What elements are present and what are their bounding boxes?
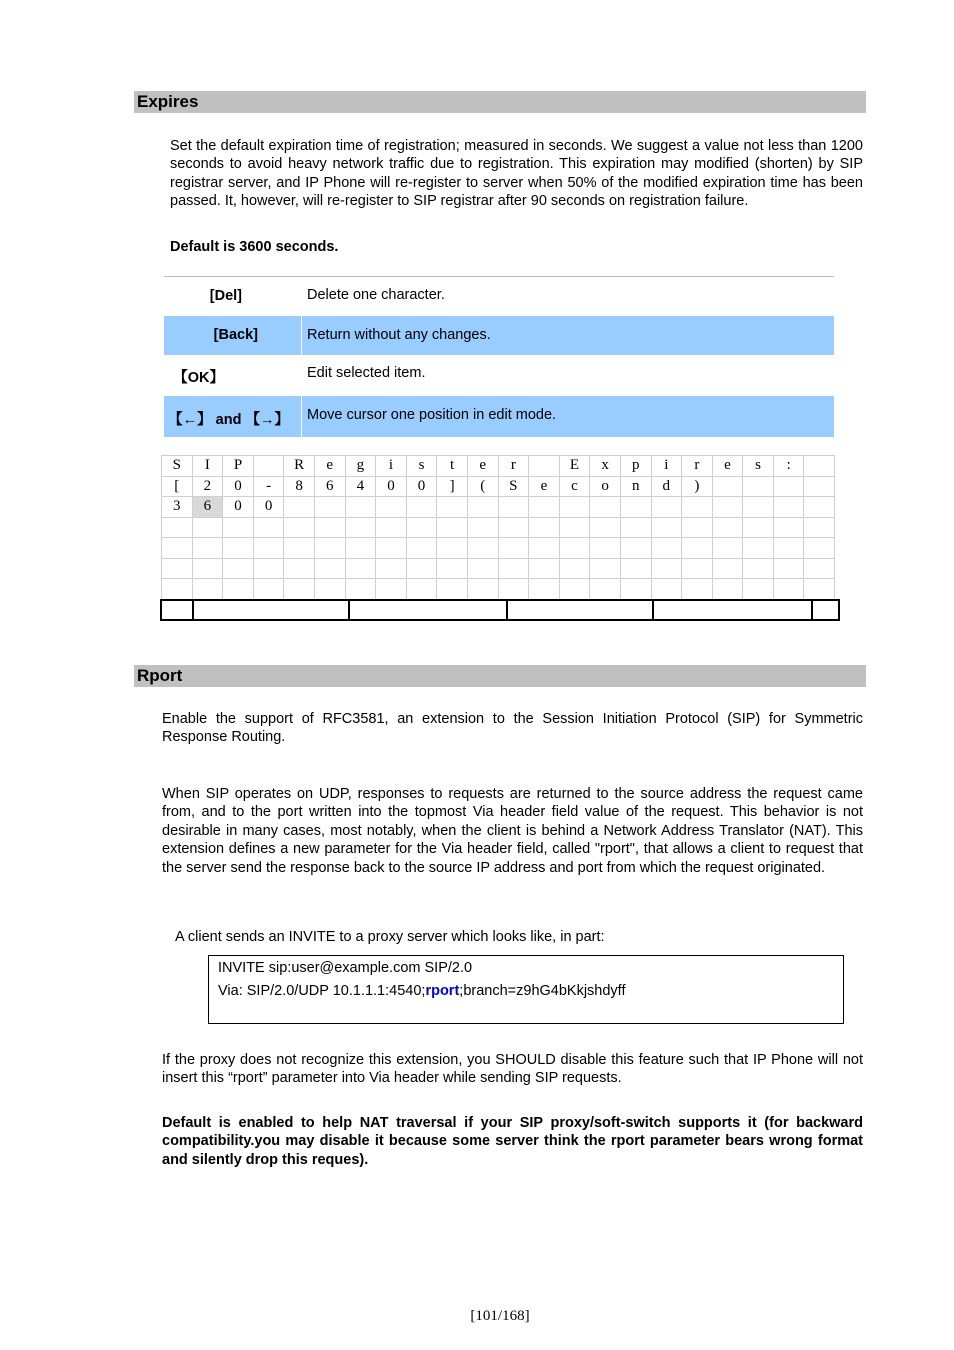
lcd-cell: :: [773, 456, 804, 477]
lcd-cell: e: [529, 476, 560, 497]
lcd-cell: [376, 497, 407, 518]
lcd-cell: [284, 497, 315, 518]
lcd-cell: [559, 517, 590, 538]
lcd-cell: s: [406, 456, 437, 477]
lcd-cell: 4: [345, 476, 376, 497]
lcd-cell: [773, 517, 804, 538]
lcd-cell: [284, 579, 315, 600]
lcd-cell: [498, 558, 529, 579]
code-line: INVITE sip:user@example.com SIP/2.0: [218, 960, 473, 976]
key-row-ok: [164, 356, 834, 396]
rport-example-intro: A client sends an INVITE to a proxy server which looks like, in part:: [175, 929, 605, 945]
lcd-cell: [376, 538, 407, 559]
lcd-cell: [804, 456, 835, 477]
lcd-cell: n: [620, 476, 651, 497]
lcd-cell: R: [284, 456, 315, 477]
lcd-row: [162, 517, 835, 538]
lcd-row: [162, 538, 835, 559]
lcd-cell: [620, 558, 651, 579]
lcd-screen-grid: [161, 455, 835, 600]
key-desc: Return without any changes.: [307, 327, 491, 343]
lcd-cell: [376, 558, 407, 579]
lcd-cell: [620, 579, 651, 600]
lcd-cell: [406, 538, 437, 559]
lcd-cell: [223, 517, 254, 538]
lcd-cell: [529, 579, 560, 600]
lcd-cell: [467, 497, 498, 518]
lcd-cell: [804, 497, 835, 518]
lcd-cell: [743, 558, 774, 579]
lcd-cell: [223, 579, 254, 600]
sip-example-box: [208, 955, 844, 1024]
lcd-cell: r: [498, 456, 529, 477]
lcd-cell: [192, 579, 223, 600]
lcd-cell: [682, 497, 713, 518]
lcd-cell: [559, 497, 590, 518]
lcd-cell: [590, 517, 621, 538]
rport-disable-note: If the proxy does not recognize this extension, you SHOULD disable this feature such that IP Phone will not insert this “rport” parameter into Via header while sending SIP requests.: [162, 1052, 863, 1087]
lcd-cell: [437, 517, 468, 538]
lcd-cell: [406, 558, 437, 579]
lcd-cell: [345, 497, 376, 518]
key-desc: Delete one character.: [307, 287, 445, 303]
key-desc: Edit selected item.: [307, 365, 426, 381]
code-line: [218, 983, 625, 999]
lcd-cell: [712, 579, 743, 600]
lcd-cell: r: [682, 456, 713, 477]
section-heading-rport: [134, 665, 866, 687]
rport-keyword: rport: [425, 983, 460, 999]
lcd-cell: ]: [437, 476, 468, 497]
rport-explanation: When SIP operates on UDP, responses to requests are returned to the source address the request came from, and to the port written into the topmost Via header field value of the request. This behavior is not desirable in many cases, most notably, when the client is behind a Network Address Translator (NAT). This extension defines a new parameter for the Via header field, called "rport", that allows a client to request that the server send the response back to the source IP address and port from which the request originated.: [162, 786, 863, 876]
lcd-row: [162, 497, 835, 518]
key-desc: Move cursor one position in edit mode.: [307, 407, 557, 423]
lcd-cell: 0: [253, 497, 284, 518]
softkey-divider: [192, 601, 194, 619]
expires-default: Default is 3600 seconds.: [170, 239, 339, 255]
lcd-cell: [437, 497, 468, 518]
lcd-cell: [284, 538, 315, 559]
lcd-cell: [620, 517, 651, 538]
lcd-cell: S: [162, 456, 193, 477]
lcd-cell: [712, 517, 743, 538]
softkey-divider: [506, 601, 508, 619]
lcd-cell: g: [345, 456, 376, 477]
lcd-cell: [682, 579, 713, 600]
lcd-cell: [345, 579, 376, 600]
lcd-cell: [253, 579, 284, 600]
lcd-cell: [253, 538, 284, 559]
code-text: ;branch=z9hG4bKkjshdyff: [459, 983, 626, 999]
lcd-cell: [773, 579, 804, 600]
lcd-cell: x: [590, 456, 621, 477]
lcd-cell: i: [376, 456, 407, 477]
lcd-row: [162, 558, 835, 579]
key-row-back: [164, 316, 834, 356]
lcd-cell: [314, 538, 345, 559]
lcd-cell: p: [620, 456, 651, 477]
lcd-cell: 0: [223, 497, 254, 518]
lcd-cell: [804, 558, 835, 579]
lcd-cell: o: [590, 476, 621, 497]
lcd-cell: [162, 517, 193, 538]
lcd-cell: S: [498, 476, 529, 497]
lcd-cell: [651, 517, 682, 538]
lcd-cell: [253, 558, 284, 579]
key-function-table: [164, 276, 834, 438]
lcd-cell: -: [253, 476, 284, 497]
lcd-cell: [437, 538, 468, 559]
key-label: 【OK】: [173, 370, 224, 386]
lcd-cell: [773, 558, 804, 579]
lcd-cell: t: [437, 456, 468, 477]
lcd-row: [162, 476, 835, 497]
lcd-cell: [712, 497, 743, 518]
lcd-cell: [590, 558, 621, 579]
lcd-cell: e: [467, 456, 498, 477]
lcd-cell: [559, 538, 590, 559]
lcd-cell: [620, 538, 651, 559]
lcd-cell: e: [712, 456, 743, 477]
lcd-cell: [192, 558, 223, 579]
softkey-divider: [811, 601, 813, 619]
lcd-cell: s: [743, 456, 774, 477]
lcd-cell: 8: [284, 476, 315, 497]
lcd-cell: 6: [314, 476, 345, 497]
key-label: [Del]: [209, 288, 242, 304]
lcd-cell: [529, 497, 560, 518]
lcd-cell: [651, 497, 682, 518]
lcd-cell: [376, 517, 407, 538]
lcd-cell: [437, 558, 468, 579]
lcd-cell: [345, 558, 376, 579]
lcd-cell: [314, 497, 345, 518]
code-text: Via: SIP/2.0/UDP 10.1.1.1:4540;: [218, 983, 426, 999]
lcd-cell: [804, 538, 835, 559]
lcd-cell: [712, 538, 743, 559]
lcd-cell: [192, 538, 223, 559]
lcd-cell: [253, 517, 284, 538]
lcd-cell: [559, 558, 590, 579]
key-row-del: [164, 277, 834, 316]
lcd-cell: [529, 538, 560, 559]
lcd-cell: [773, 538, 804, 559]
lcd-cell: [743, 579, 774, 600]
lcd-cell: [498, 579, 529, 600]
rport-default: Default is enabled to help NAT traversal if your SIP proxy/soft-switch supports it (for backward compatibility.you may disable it because some server think the rport parameter bears wrong format and silently drop this reques).: [162, 1115, 863, 1168]
lcd-cell: [590, 497, 621, 518]
lcd-cell: [498, 497, 529, 518]
lcd-cell: [406, 517, 437, 538]
lcd-cell: [712, 476, 743, 497]
lcd-cell: 6: [192, 497, 223, 518]
lcd-cell: [559, 579, 590, 600]
lcd-cell: [651, 579, 682, 600]
lcd-cell: [743, 517, 774, 538]
lcd-cell: [743, 476, 774, 497]
lcd-cell: [498, 517, 529, 538]
lcd-cell: [804, 517, 835, 538]
lcd-cell: 3: [162, 497, 193, 518]
lcd-cell: [467, 579, 498, 600]
lcd-cell: [284, 558, 315, 579]
lcd-cell: [590, 538, 621, 559]
lcd-cell: [712, 558, 743, 579]
lcd-cell: 0: [223, 476, 254, 497]
lcd-cell: [743, 538, 774, 559]
lcd-cell: [345, 517, 376, 538]
lcd-cell: i: [651, 456, 682, 477]
lcd-cell: [314, 517, 345, 538]
lcd-cell: 2: [192, 476, 223, 497]
section-title: Expires: [137, 92, 199, 111]
lcd-cell: (: [467, 476, 498, 497]
lcd-cell: [651, 538, 682, 559]
softkey-divider: [348, 601, 350, 619]
lcd-cell: [223, 538, 254, 559]
lcd-cell: [162, 558, 193, 579]
lcd-cell: [529, 456, 560, 477]
lcd-cell: P: [223, 456, 254, 477]
lcd-row: [162, 456, 835, 477]
lcd-cell: 0: [406, 476, 437, 497]
lcd-cell: [467, 517, 498, 538]
lcd-cell: [192, 517, 223, 538]
lcd-cell: E: [559, 456, 590, 477]
lcd-cell: c: [559, 476, 590, 497]
lcd-cell: [284, 517, 315, 538]
lcd-cell: e: [314, 456, 345, 477]
lcd-cell: [467, 558, 498, 579]
lcd-cell: 0: [376, 476, 407, 497]
lcd-cell: [529, 558, 560, 579]
lcd-cell: [682, 558, 713, 579]
lcd-cell: [682, 538, 713, 559]
lcd-cell: [651, 558, 682, 579]
lcd-cell: [590, 579, 621, 600]
lcd-cell: [773, 476, 804, 497]
lcd-cell: [682, 517, 713, 538]
lcd-cell: [162, 579, 193, 600]
lcd-cell: [406, 497, 437, 518]
lcd-cell: [: [162, 476, 193, 497]
lcd-cell: [345, 538, 376, 559]
lcd-cell: ): [682, 476, 713, 497]
page-number: [101/168]: [470, 1308, 530, 1324]
key-label: [Back]: [164, 316, 302, 355]
lcd-cell: [620, 497, 651, 518]
lcd-cell: [162, 538, 193, 559]
lcd-cell: [406, 579, 437, 600]
lcd-cell: [529, 517, 560, 538]
key-label: 【←】 and 【→】: [164, 396, 302, 437]
lcd-cell: [223, 558, 254, 579]
softkey-divider: [652, 601, 654, 619]
lcd-cell: [253, 456, 284, 477]
section-title: Rport: [137, 666, 183, 685]
lcd-cell: [376, 579, 407, 600]
lcd-cell: [804, 476, 835, 497]
lcd-cell: [314, 558, 345, 579]
lcd-cell: [498, 538, 529, 559]
section-heading-expires: [134, 91, 866, 113]
key-row-arrows: [164, 396, 834, 438]
expires-description: Set the default expiration time of registration; measured in seconds. We suggest a value not less than 1200 seconds to avoid heavy network traffic due to registration. This expiration may modified (shorten) by SIP registrar server, and IP Phone will re-register to server when 50% of the modified expiration time has been passed. It, however, will re-register to SIP registrar after 90 seconds on registration failure.: [170, 138, 863, 210]
softkey-bar: [160, 599, 840, 621]
lcd-cell: [437, 579, 468, 600]
lcd-cell: [467, 538, 498, 559]
lcd-cell: d: [651, 476, 682, 497]
lcd-cell: [773, 497, 804, 518]
lcd-cell: I: [192, 456, 223, 477]
lcd-cell: [804, 579, 835, 600]
lcd-cell: [314, 579, 345, 600]
lcd-cell: [743, 497, 774, 518]
lcd-row: [162, 579, 835, 600]
rport-intro: Enable the support of RFC3581, an extension to the Session Initiation Protocol (SIP) for Symmetric Response Routing.: [162, 711, 863, 746]
